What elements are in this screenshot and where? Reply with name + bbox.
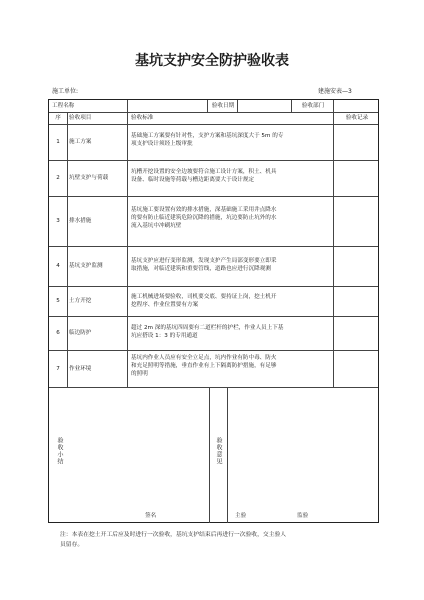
column-header-item: 验收项目: [69, 115, 92, 121]
column-header-record: 验收记录: [345, 115, 369, 121]
rule-line: [49, 196, 378, 197]
row-item: 排水措施: [69, 218, 92, 224]
row-number: 4: [56, 263, 60, 269]
rule-line: [49, 387, 378, 388]
standard-line: 流入基坑中冲刷坑壁: [131, 223, 182, 229]
row-number: 2: [56, 175, 60, 181]
rule-line: [49, 350, 378, 351]
standard-line: 基础施工方案要有针对性，支护方案和基坑深度大于 5m 的专: [131, 133, 284, 139]
standard-line: 项支护设计须经上级审批: [131, 141, 193, 147]
rule-line: [333, 112, 334, 387]
row-item: 基坑支护监测: [69, 263, 103, 269]
row-standard: [131, 257, 333, 273]
rule-line: [291, 100, 292, 112]
project-name-label: 工程名称: [52, 103, 75, 109]
standard-line: 和充足照明等措施，垂直作业有上下隔离防护措施，有足够: [131, 363, 277, 369]
rule-line: [127, 112, 128, 387]
rule-line: [209, 387, 210, 523]
standard-line: 挖程序、作业位置要有方案: [131, 302, 199, 308]
row-item: 施工方案: [69, 139, 92, 145]
acceptance-opinion-label: 验收意见: [215, 437, 222, 465]
chief-inspector-label: 主验: [235, 513, 247, 519]
signature-label: 签名: [145, 513, 157, 519]
rule-line: [49, 112, 378, 113]
rule-line: [237, 100, 238, 112]
row-number: 3: [56, 218, 60, 224]
row-item: 坑壁支护与荷载: [69, 175, 109, 181]
standard-line: 坑应搭设 1：3 的专用通道: [131, 333, 198, 339]
row-item: 临边防护: [69, 330, 92, 336]
row-standard: [131, 354, 333, 378]
page-title: 基坑支护安全防护验收表: [135, 53, 289, 69]
row-number: 5: [56, 298, 60, 304]
acceptance-date-label: 验收日期: [211, 103, 235, 109]
acceptance-form-table: [48, 99, 379, 523]
rule-line: [49, 160, 378, 161]
standard-line: 基坑施工要设置有效的排水措施，深基础施工采用井点降水: [131, 207, 277, 213]
standard-line: 基坑内作业人员应有安全立足点，坑内作业有防中毒、防火: [131, 355, 277, 361]
row-standard: [131, 168, 333, 184]
footnote: [60, 530, 370, 550]
row-standard: [131, 206, 333, 230]
standard-line: 设备、临时设施等荷载与槽边距离要大于设计规定: [131, 177, 255, 183]
rule-line: [49, 124, 378, 125]
rule-line: [67, 112, 68, 387]
footnote-line: 注：本表在挖土开工后应及时进行一次验收，基坑支护结束后再进行一次验收，交主验人: [60, 532, 287, 538]
column-header-seq: 序: [55, 115, 61, 121]
row-item: 土方开挖: [69, 298, 92, 304]
standard-line: 取措施，对临近建筑和重要管线，道路也应进行沉降观测: [131, 266, 271, 272]
construction-unit-label: 施工单位:: [52, 88, 79, 95]
row-number: 1: [56, 139, 60, 145]
rule-line: [127, 100, 128, 112]
footnote-line: 员留存。: [60, 542, 84, 548]
rule-line: [207, 100, 208, 112]
row-number: 6: [56, 330, 60, 336]
column-header-standard: 验收标准: [131, 115, 154, 121]
rule-line: [49, 246, 378, 247]
row-standard: [131, 293, 333, 309]
acceptance-dept-label: 验收部门: [301, 103, 325, 109]
row-standard: [131, 132, 333, 148]
standard-line: 的照明: [131, 371, 148, 377]
form-code: 建施安表—3: [318, 88, 352, 95]
rule-line: [227, 387, 228, 523]
standard-line: 基坑支护应进行变形监测，发现支护产生局部变形要立即采: [131, 258, 277, 264]
rule-line: [333, 100, 334, 112]
standard-line: 施工机械进场要验收，司机要交底、要持证上岗，挖土机开: [131, 294, 277, 300]
standard-line: 的要有防止临近建筑危险沉降的措施，坑边要防止坑外的水: [131, 215, 277, 221]
acceptance-summary-label: 验收小结: [56, 437, 63, 465]
row-number: 7: [56, 366, 60, 372]
inspector-label: 监验: [297, 513, 309, 519]
row-item: 作业环境: [69, 366, 92, 372]
row-standard: [131, 324, 333, 340]
rule-line: [49, 286, 378, 287]
standard-line: 超过 2m 深的基坑四周要有二道栏杆的护栏，作业人员上下基: [131, 325, 284, 331]
standard-line: 坑槽开挖设置的安全边坡要符合施工设计方案，积土、机具: [131, 169, 277, 175]
rule-line: [49, 316, 378, 317]
